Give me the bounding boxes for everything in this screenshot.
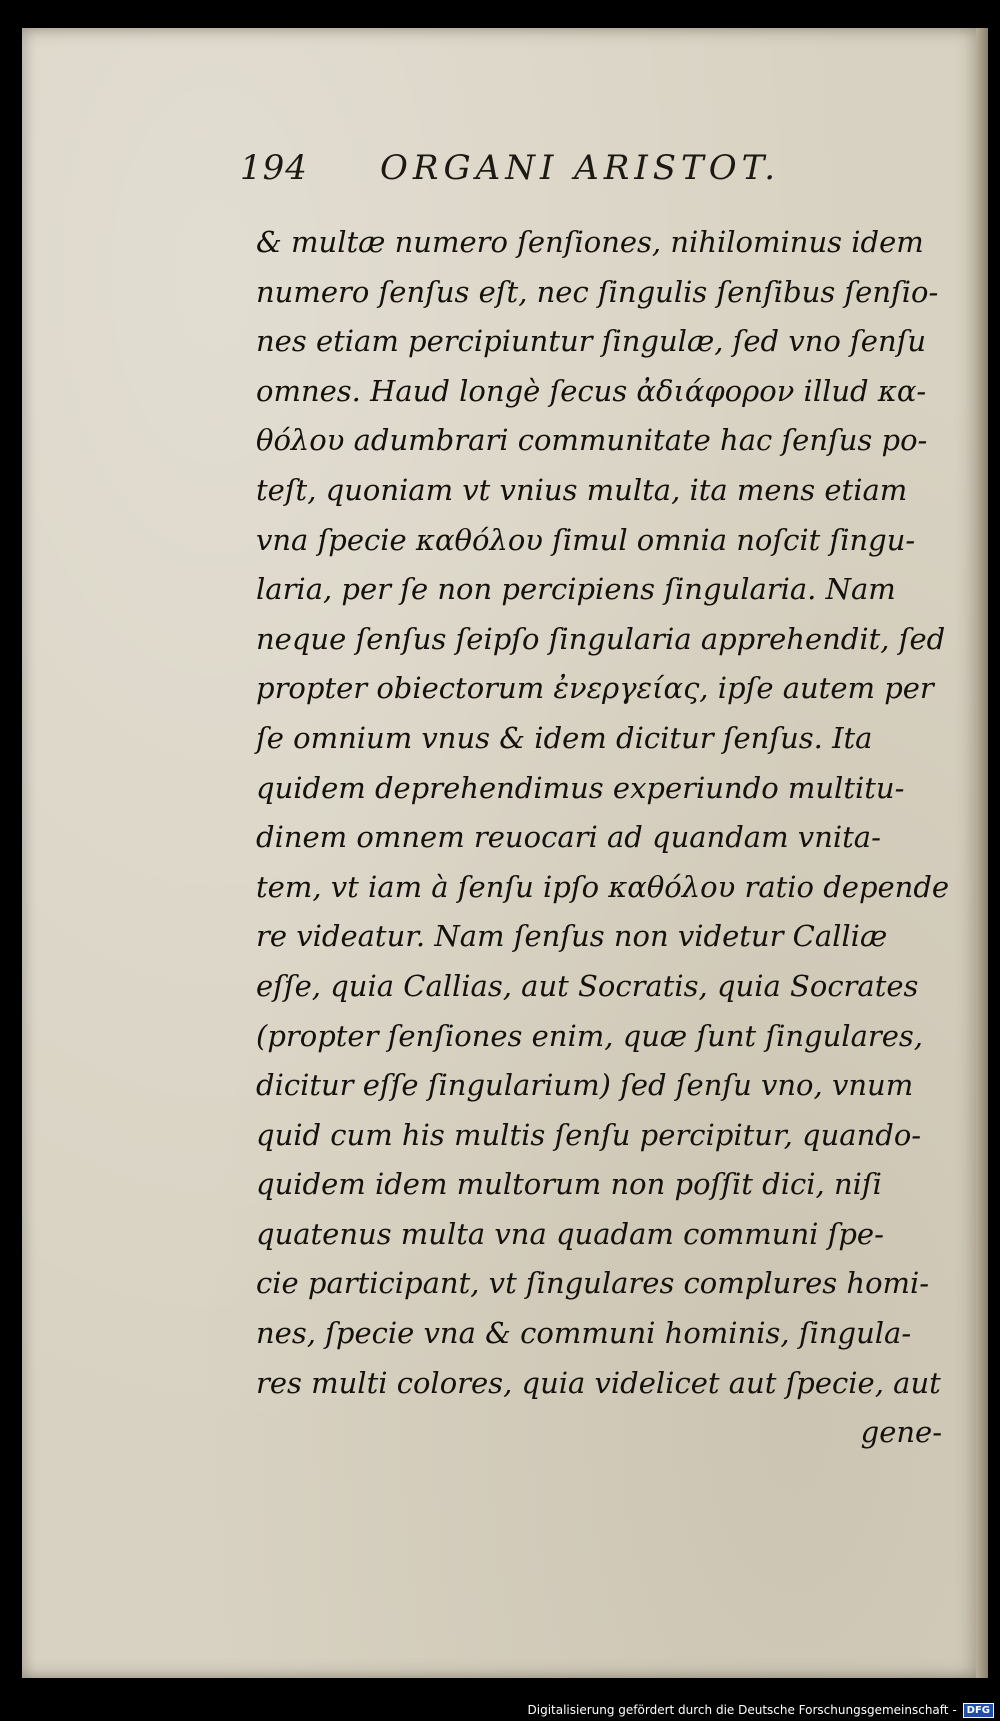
catchword: gene-	[860, 1415, 942, 1450]
body-text	[256, 218, 956, 1458]
text-line: eſſe, quia Callias, aut Socratis, quia Socrates	[256, 968, 919, 1003]
text-line: dicitur eſſe ſingularium) ſed ſenſu vno, vnum	[256, 1068, 914, 1103]
text-line: dinem omnem reuocari ad quandam vnita-	[256, 820, 881, 855]
text-line: omnes. Haud longè ſecus ἀδιάφορον illud κα-	[256, 373, 927, 408]
running-title: ORGANI ARISTOT.	[380, 148, 781, 188]
text-line: θόλου adumbrari communitate hac ſenſus po-	[256, 423, 928, 458]
page-edge	[976, 28, 988, 1678]
dfg-logo: DFG	[963, 1703, 994, 1718]
text-line: nes, ſpecie vna & communi hominis, ſingula-	[256, 1316, 912, 1351]
text-line: res multi colores, quia videlicet aut ſpecie, aut	[256, 1365, 941, 1400]
text-line: quid cum his multis ſenſu percipitur, quando-	[256, 1117, 922, 1152]
page-number: 194	[240, 148, 308, 188]
book-page	[22, 28, 988, 1678]
text-line: ſe omnium vnus & idem dicitur ſenſus. Ita	[256, 720, 873, 755]
text-line: teſt, quoniam vt vnius multa, ita mens etiam	[256, 472, 908, 507]
text-line: vna ſpecie καθόλου ſimul omnia noſcit ſingu-	[256, 522, 916, 557]
text-line: re videatur. Nam ſenſus non videtur Calliæ	[256, 919, 888, 954]
text-line: cie participant, vt ſingulares complures homi-	[256, 1266, 930, 1301]
text-line: (propter ſenſiones enim, quæ ſunt ſingulares,	[256, 1018, 923, 1053]
text-line: quatenus multa vna quadam communi ſpe-	[256, 1216, 884, 1251]
credit-text: Digitalisierung gefördert durch die Deutsche Forschungsgemeinschaft -	[527, 1703, 957, 1717]
text-line: laria, per ſe non percipiens ſingularia. Nam	[256, 572, 896, 607]
text-line: & multæ numero ſenſiones, nihilominus idem	[256, 225, 924, 259]
text-line: numero ſenſus eſt, nec ſingulis ſenſibus ſenſio-	[256, 274, 939, 309]
text-line: quidem idem multorum non poſſit dici, niſi	[256, 1167, 882, 1202]
text-line: neque ſenſus ſeipſo ſingularia apprehendit, ſed	[256, 621, 946, 656]
text-line: propter obiectorum ἐνεργείας, ipſe autem per	[256, 671, 934, 706]
text-line: quidem deprehendimus experiundo multitu-	[256, 770, 905, 805]
text-line: tem, vt iam à ſenſu ipſo καθόλου ratio depende	[256, 869, 950, 904]
text-line: nes etiam percipiuntur ſingulæ, ſed vno ſenſu	[256, 324, 927, 359]
digitization-credit	[528, 1701, 995, 1719]
page-header	[240, 140, 880, 200]
